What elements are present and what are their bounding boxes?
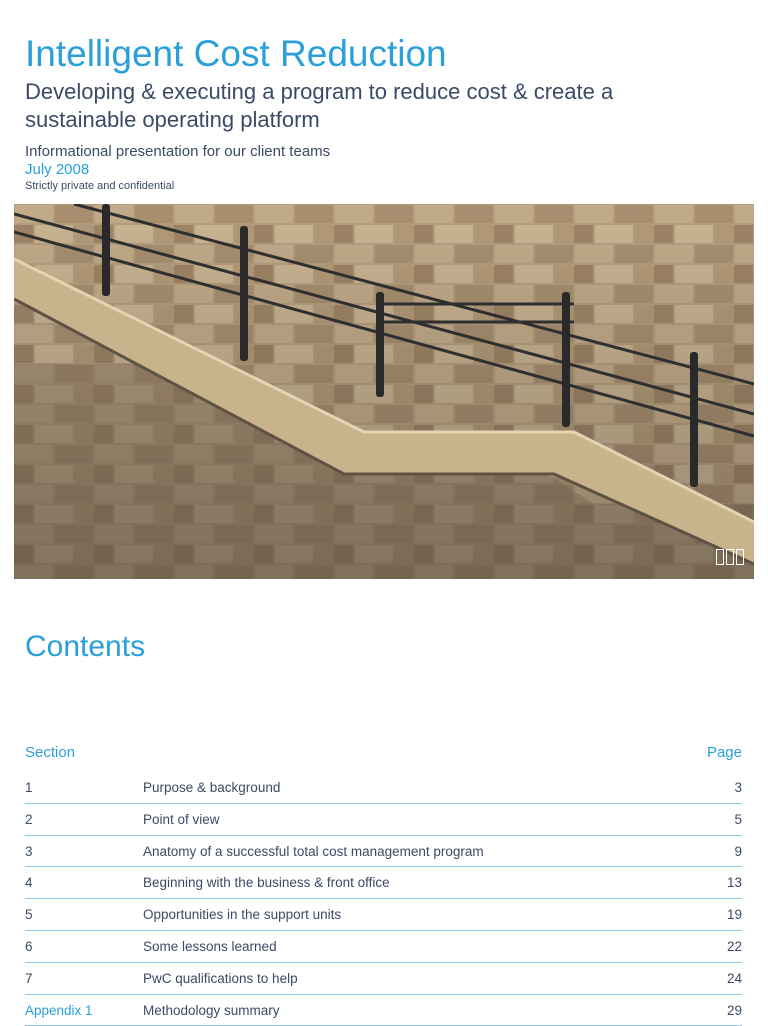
- contents-table: [25, 772, 742, 1026]
- page-number: 29: [726, 1002, 742, 1018]
- document-title: Intelligent Cost Reduction: [25, 33, 447, 74]
- contents-row[interactable]: [25, 995, 742, 1026]
- section-title: Beginning with the business & front office: [143, 875, 390, 891]
- contents-row[interactable]: [25, 867, 742, 899]
- contents-row[interactable]: [25, 963, 742, 995]
- page-number: 9: [734, 843, 742, 859]
- section-title: Purpose & background: [143, 780, 281, 795]
- contents-row[interactable]: [25, 772, 742, 804]
- pwc-logo-icon: [716, 549, 744, 565]
- section-number: 3: [25, 843, 33, 859]
- section-title: Some lessons learned: [143, 938, 277, 954]
- section-number: 4: [25, 875, 33, 891]
- staircase-photo: [14, 204, 754, 579]
- contents-row[interactable]: [25, 931, 742, 963]
- page-number: 13: [726, 875, 742, 891]
- contents-row[interactable]: [25, 836, 742, 868]
- page-number: 24: [726, 970, 742, 986]
- section-number: 7: [25, 970, 33, 986]
- presentation-date: July 2008: [25, 161, 90, 178]
- contents-row[interactable]: [25, 899, 742, 931]
- page-number: 3: [734, 780, 742, 795]
- confidentiality-note: Strictly private and confidential: [25, 180, 175, 192]
- contents-row[interactable]: [25, 804, 742, 836]
- section-title: Methodology summary: [143, 1002, 280, 1018]
- section-title: Point of view: [143, 811, 220, 827]
- section-number: Appendix 1: [25, 1002, 93, 1018]
- section-title: Anatomy of a successful total cost management program: [143, 843, 484, 859]
- section-title: Opportunities in the support units: [143, 907, 342, 923]
- presentation-info: Informational presentation for our client teams: [25, 143, 331, 160]
- section-number: 1: [25, 780, 33, 795]
- section-number: 5: [25, 907, 33, 923]
- section-column-header: Section: [25, 744, 76, 761]
- section-number: 2: [25, 811, 33, 827]
- document-subtitle: Developing & executing a program to reduce cost & create a sustainable operating platform: [25, 79, 614, 132]
- section-title: PwC qualifications to help: [143, 970, 298, 986]
- page-column-header: Page: [706, 744, 742, 761]
- page-number: 22: [726, 938, 742, 954]
- page-number: 19: [726, 907, 742, 923]
- section-number: 6: [25, 938, 33, 954]
- page-number: 5: [734, 811, 742, 827]
- contents-heading: Contents: [25, 630, 146, 663]
